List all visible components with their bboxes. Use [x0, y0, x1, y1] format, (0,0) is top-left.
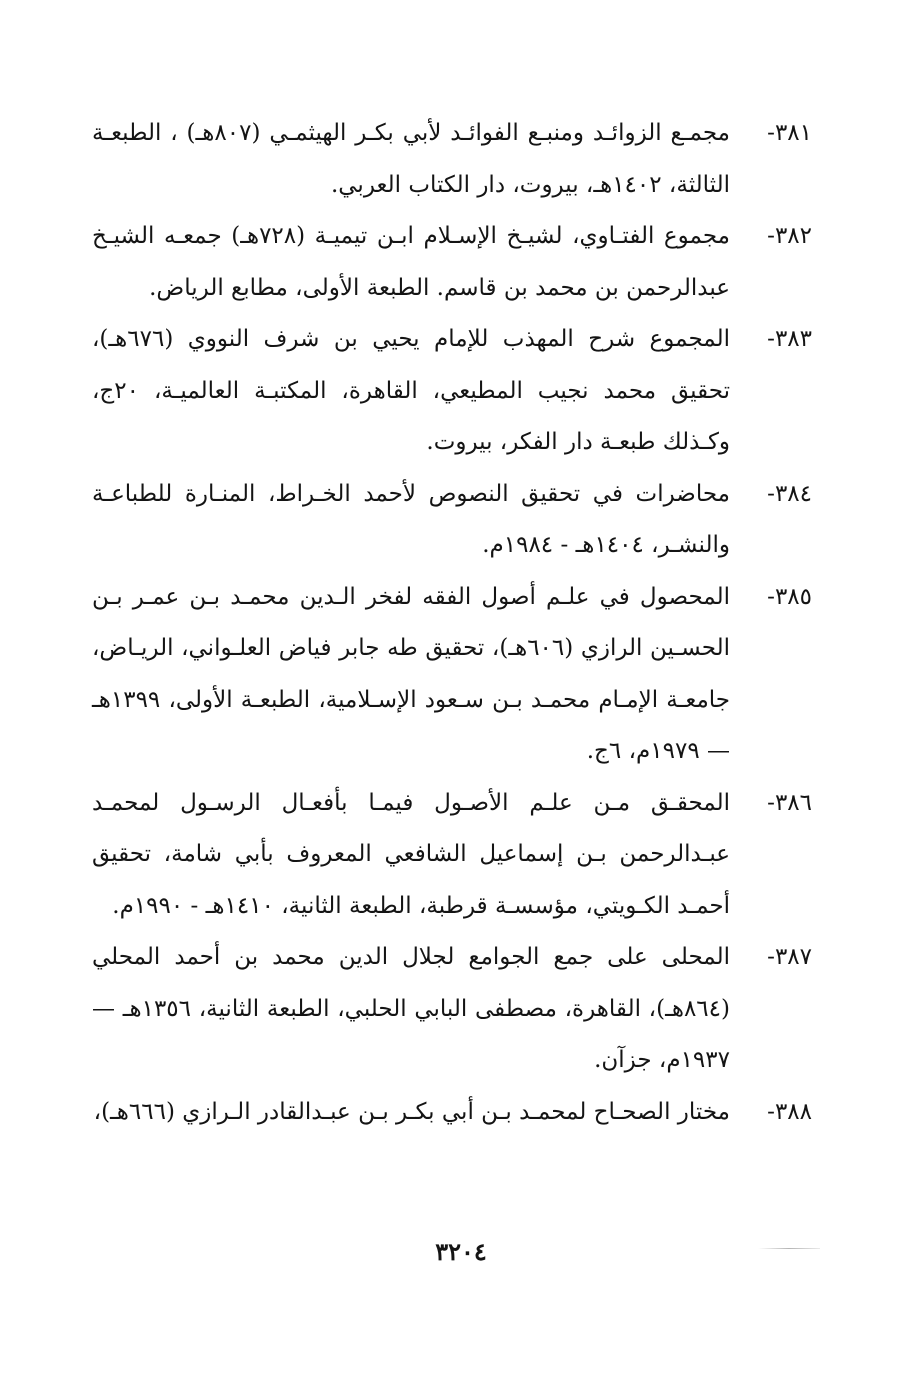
reference-text: مجمـع الزوائـد ومنبـع الفوائـد لأبي بكـر الهيثمـي (٨٠٧هـ) ، الطبعـة الثالثة، ١٤٠٢هـ، بيروت، دار الكتاب العربي. [92, 120, 730, 198]
reference-text: المحقـق مـن علـم الأصـول فيمـا بأفعـال الرسـول لمحمـد عبـدالرحمن بـن إسماعيل الشافعي المعروف بأبي شامة، تحقيق أحمـد الكـويتي، مؤسسـة قرطبة، الطبعة الثانية، ١٤١٠هـ - ١٩٩٠م. [92, 789, 730, 919]
reference-number: ٣٨٣- [767, 326, 812, 352]
reference-entry [92, 572, 812, 778]
reference-entry [92, 469, 812, 572]
reference-number: ٣٨٦- [767, 789, 812, 816]
reference-entry [92, 778, 812, 933]
reference-number: ٣٨٧- [767, 944, 812, 970]
reference-text: المجموع شرح المهذب للإمام يحيي بن شرف النووي (٦٧٦هـ)، تحقيق محمد نجيب المطيعي، القاهرة، المكتبـة العالميـة، ٢٠ج، وكـذلك طبعـة دار الفكر، بيروت. [92, 326, 730, 455]
reference-number: ٣٨١- [767, 120, 812, 146]
reference-entry [92, 932, 812, 1087]
reference-text: مختار الصحـاح لمحمـد بـن أبي بكـر بـن عبـدالقادر الـرازي (٦٦٦هـ)، [93, 1098, 730, 1125]
reference-number: ٣٨٤- [767, 480, 812, 507]
reference-text: مجموع الفتـاوي، لشيـخ الإسـلام ابـن تيميـة (٧٢٨هـ) جمعـه الشيـخ عبدالرحمن بن محمد بن قاسم. الطبعة الأولى، مطابع الرياض. [92, 223, 730, 301]
reference-text: محاضرات في تحقيق النصوص لأحمد الخـراط، المنـارة للطباعـة والنشـر، ١٤٠٤هـ - ١٩٨٤م. [92, 480, 730, 558]
reference-text: المحصول في علـم أصول الفقه لفخر الـدين محمـد بـن عمـر بـن الحسـين الرازي (٦٠٦هـ)، تحقيق طه جابر فياض العلـواني، الريـاض، جامعـة الإمـام محمـد بـن سـعود الإسـلامية، الطبعـة الأولى، ١٣٩٩هـ — ١٩٧٩م، ٦ج. [92, 583, 730, 764]
reference-text: المحلى على جمع الجوامع لجلال الدين محمد بن أحمد المحلي (٨٦٤هـ)، القاهرة، مصطفى البابي الحلبي، الطبعة الثانية، ١٣٥٦هـ — ١٩٣٧م، جزآن. [92, 944, 730, 1073]
scan-artifact [758, 1248, 820, 1249]
reference-entry [92, 314, 812, 469]
reference-number: ٣٨٥- [767, 583, 812, 610]
page-number: ٣٢٠٤ [435, 1237, 487, 1266]
reference-entry [92, 1087, 812, 1139]
reference-number: ٣٨٢- [767, 223, 812, 249]
reference-list [92, 108, 812, 1138]
reference-entry [92, 108, 812, 211]
reference-number: ٣٨٨- [767, 1098, 812, 1125]
reference-entry [92, 211, 812, 314]
